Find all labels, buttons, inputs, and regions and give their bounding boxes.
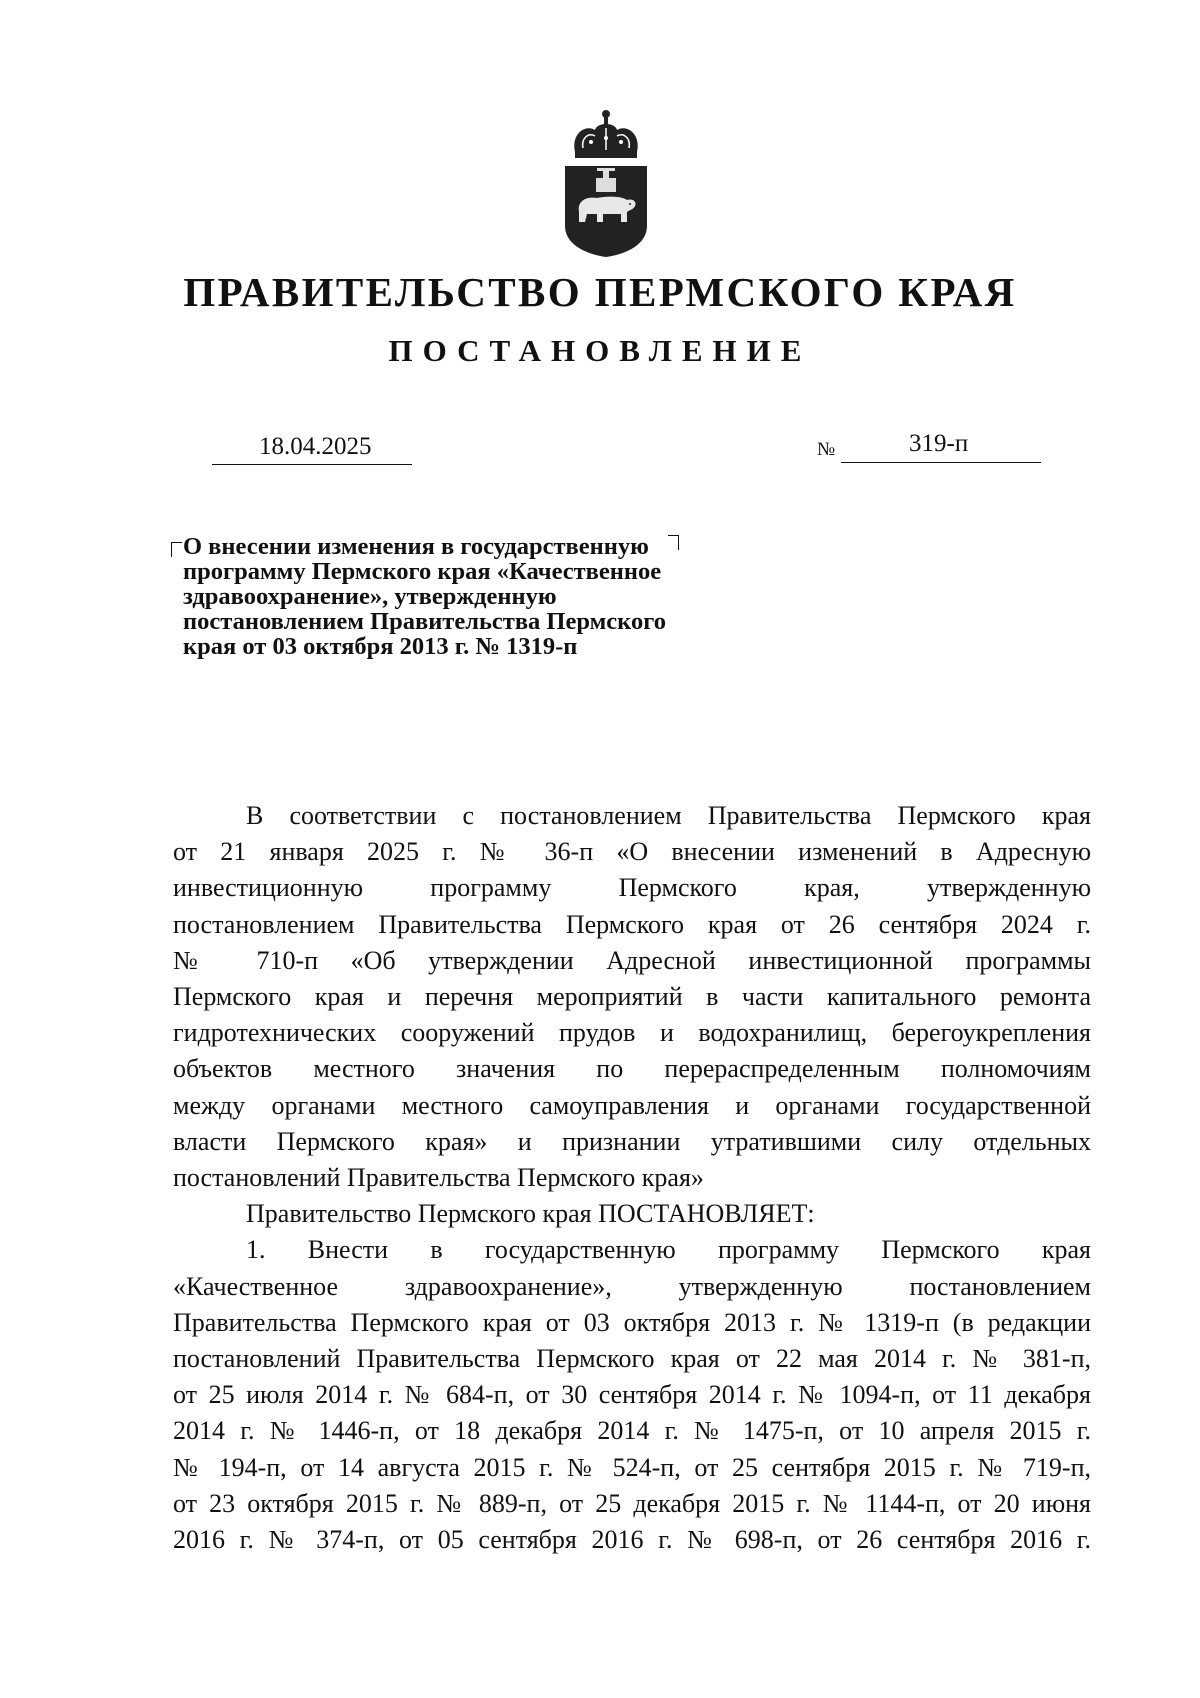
document-date: 18.04.2025 <box>212 430 412 465</box>
preamble-line: В соответствии с постановлением Правительства Пермского края <box>246 801 1091 830</box>
preamble-line: постановлением Правительства Пермского края от 26 сентября 2024 г. <box>173 909 1091 939</box>
preamble-line: между органами местного самоуправления и органами государственной <box>173 1090 1091 1120</box>
number-sign: № <box>817 439 836 460</box>
preamble-line: № 710-п «Об утверждении Адресной инвестиционной программы <box>173 945 1091 975</box>
preamble-line: постановлений Правительства Пермского края» <box>173 1163 704 1193</box>
item1-line: «Качественное здравоохранение», утвержденную постановлением <box>173 1271 1091 1301</box>
item1-line: от 25 июля 2014 г. № 684-п, от 30 сентября 2014 г. № 1094-п, от 11 декабря <box>173 1380 1091 1410</box>
subject-line: здравоохранение», утвержденную <box>183 583 557 610</box>
preamble-line: инвестиционную программу Пермского края, утвержденную <box>173 873 1091 903</box>
preamble-line: Пермского края и перечня мероприятий в части капитального ремонта <box>173 982 1091 1012</box>
document-body <box>173 798 1091 1558</box>
item1-line: постановлений Правительства Пермского края от 22 мая 2014 г. № 381-п, <box>173 1344 1091 1374</box>
item1-line: 1. Внести в государственную программу Пермского края <box>246 1235 1091 1265</box>
item1-line: № 194-п, от 14 августа 2015 г. № 524-п, от 25 сентября 2015 г. № 719-п, <box>173 1452 1091 1482</box>
document-type: ПОСТАНОВЛЕНИЕ <box>388 333 812 368</box>
preamble-line: от 21 января 2025 г. № 36-п «О внесении изменений в Адресную <box>173 837 1091 867</box>
preamble-line: власти Пермского края» и признании утратившими силу отдельных <box>173 1126 1091 1156</box>
subject-line: О внесении изменения в государственную <box>183 533 649 560</box>
subject-line: края от 03 октября 2013 г. № 1319-п <box>183 633 578 660</box>
item1-line: 2016 г. № 374-п, от 05 сентября 2016 г. № 698-п, от 26 сентября 2016 г. <box>173 1525 1091 1555</box>
resolves-line: Правительство Пермского края ПОСТАНОВЛЯЕТ: <box>246 1199 815 1229</box>
item1-line: 2014 г. № 1446-п, от 18 декабря 2014 г. № 1475-п, от 10 апреля 2015 г. <box>173 1416 1091 1446</box>
item1-line: Правительства Пермского края от 03 октября 2013 г. № 1319-п (в редакции <box>173 1307 1091 1337</box>
subject-line: постановлением Правительства Пермского <box>183 608 666 635</box>
subject-bracket-left <box>171 542 182 557</box>
government-title: ПРАВИТЕЛЬСТВО ПЕРМСКОГО КРАЯ <box>183 269 1017 315</box>
preamble-line: объектов местного значения по перераспределенным полномочиям <box>173 1054 1091 1084</box>
document-number: 319-п <box>841 426 1041 463</box>
item1-line: от 23 октября 2015 г. № 889-п, от 25 декабря 2015 г. № 1144-п, от 20 июня <box>173 1488 1091 1518</box>
preamble-line: гидротехнических сооружений прудов и водохранилищ, берегоукрепления <box>173 1018 1091 1048</box>
document-subject <box>183 534 763 659</box>
coat-of-arms-icon <box>563 108 649 258</box>
subject-line: программу Пермского края «Качественное <box>183 558 662 585</box>
